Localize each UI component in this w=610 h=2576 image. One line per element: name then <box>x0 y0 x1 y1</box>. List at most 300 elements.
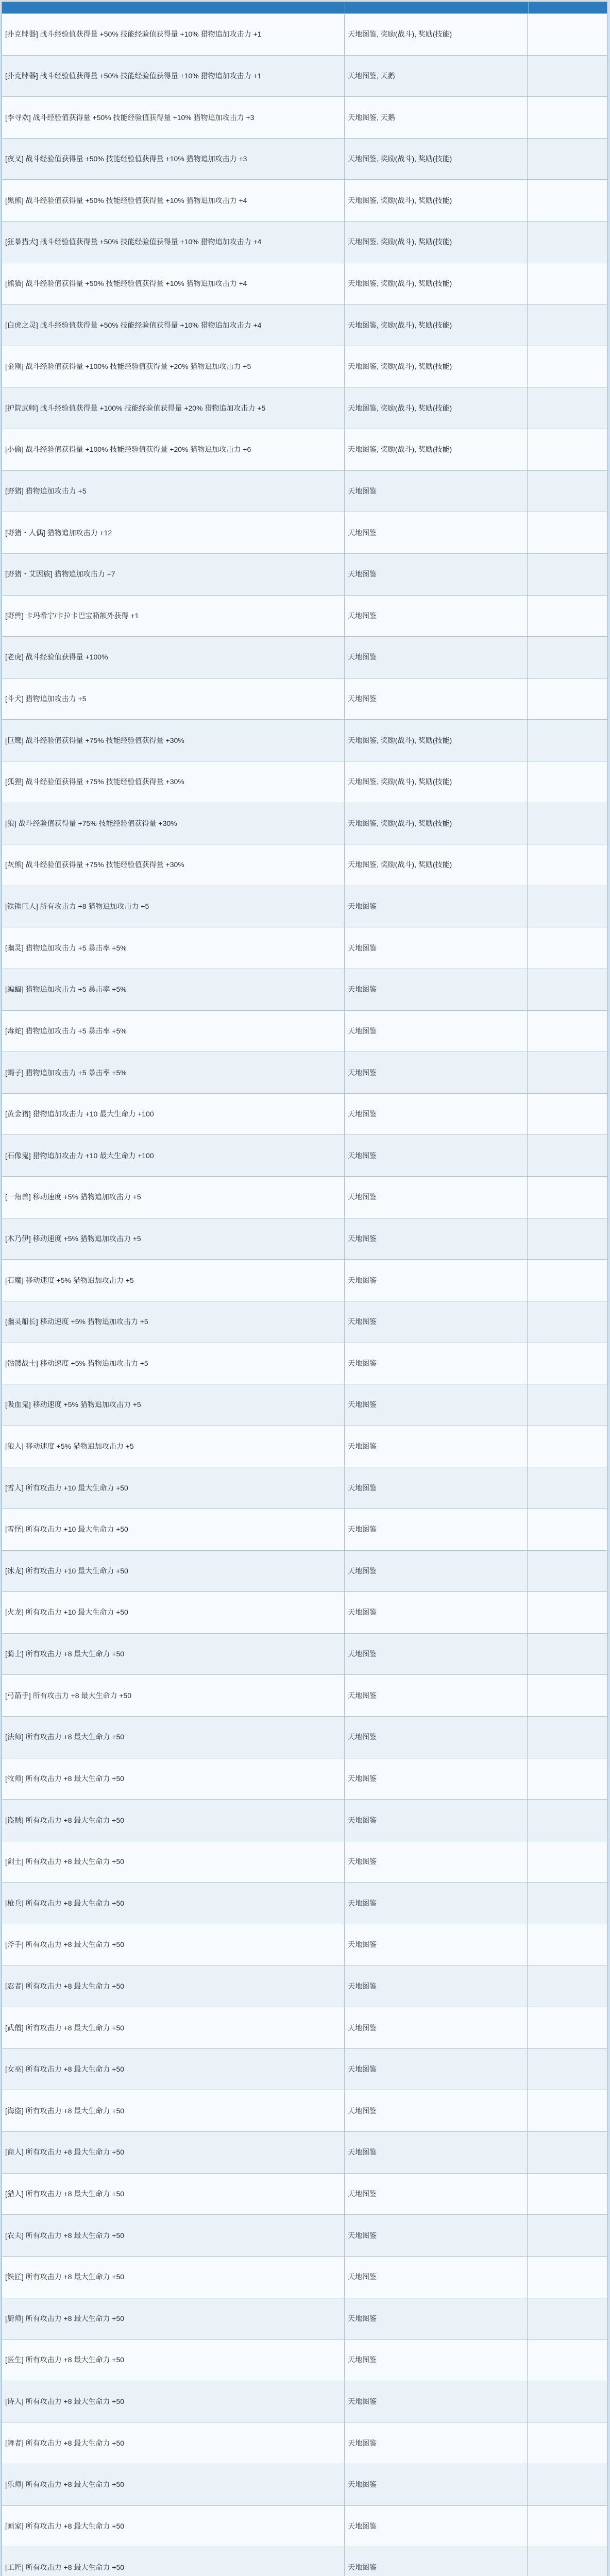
card-effect-text: [石魔] 移动速度 +5% 猎物追加攻击力 +5 <box>5 1276 134 1284</box>
source-cell <box>345 1717 528 1758</box>
table-row <box>2 719 607 761</box>
source-cell <box>345 346 528 387</box>
card-effect-cell <box>2 679 345 720</box>
source-text: 天地图鉴 <box>348 1981 377 1990</box>
extra-cell <box>528 1592 607 1633</box>
extra-cell <box>528 1883 607 1924</box>
source-text: 天地图鉴 <box>348 1276 377 1284</box>
extra-cell <box>528 2381 607 2422</box>
source-cell <box>345 1135 528 1176</box>
source-text: 天地图鉴, 奖励(战斗), 奖励(技能) <box>348 819 452 827</box>
source-cell <box>345 1592 528 1633</box>
card-effect-text: [诗人] 所有攻击力 +8 最大生命力 +50 <box>5 2397 125 2406</box>
table-row <box>2 2339 607 2381</box>
source-cell <box>345 1260 528 1301</box>
source-cell <box>345 2506 528 2547</box>
card-effect-text: [黄金猪] 猎物追加攻击力 +10 最大生命力 +100 <box>5 1110 154 1118</box>
table-row <box>2 1384 607 1426</box>
card-effect-cell <box>2 180 345 221</box>
extra-cell <box>528 1052 607 1093</box>
table-row <box>2 2048 607 2090</box>
card-effect-cell <box>2 1384 345 1426</box>
card-effect-text: [狐狸] 战斗经验值获得量 +75% 技能经验值获得量 +30% <box>5 777 184 786</box>
extra-cell <box>528 554 607 595</box>
card-effect-cell <box>2 429 345 470</box>
card-effect-cell <box>2 2381 345 2422</box>
source-text: 天地图鉴 <box>348 2273 377 2281</box>
card-effect-cell <box>2 2340 345 2381</box>
extra-cell <box>528 2298 607 2340</box>
card-effect-cell <box>2 886 345 927</box>
table-row <box>2 1674 607 1716</box>
card-effect-cell <box>2 97 345 138</box>
card-effect-cell <box>2 1135 345 1176</box>
source-text: 天地图鉴, 天鹅 <box>348 71 395 80</box>
source-text: 天地图鉴 <box>348 985 377 994</box>
table-row <box>2 1716 607 1758</box>
extra-cell <box>528 927 607 969</box>
card-effect-cell <box>2 304 345 346</box>
extra-cell <box>528 2464 607 2505</box>
card-effect-cell <box>2 14 345 55</box>
table-row <box>2 1882 607 1924</box>
card-effect-cell <box>2 1426 345 1467</box>
card-effect-text: [熊猫] 战斗经验值获得量 +50% 技能经验值获得量 +10% 猎物追加攻击力 +4 <box>5 279 247 287</box>
card-effect-cell <box>2 56 345 97</box>
extra-cell <box>528 2215 607 2256</box>
source-text: 天地图鉴 <box>348 1442 377 1451</box>
source-cell <box>345 1841 528 1883</box>
source-text: 天地图鉴 <box>348 1650 377 1658</box>
card-effect-cell <box>2 1883 345 1924</box>
card-effect-cell <box>2 387 345 429</box>
card-effect-cell <box>2 554 345 595</box>
table-row <box>2 1841 607 1883</box>
card-effect-cell <box>2 596 345 637</box>
source-text: 天地图鉴, 奖励(战斗), 奖励(技能) <box>348 736 452 744</box>
extra-cell <box>528 387 607 429</box>
card-effect-text: [骑士] 所有攻击力 +8 最大生命力 +50 <box>5 1650 125 1658</box>
source-cell <box>345 1675 528 1716</box>
table-row <box>2 96 607 138</box>
table-row <box>2 2505 607 2547</box>
card-effect-cell <box>2 2132 345 2173</box>
source-text: 天地图鉴 <box>348 1733 377 1741</box>
card-effect-cell <box>2 1467 345 1509</box>
table-body <box>2 13 607 2576</box>
card-effect-cell <box>2 2422 345 2464</box>
table-row <box>2 1134 607 1176</box>
table-row <box>2 1467 607 1509</box>
extra-cell <box>528 2506 607 2547</box>
table-row <box>2 1218 607 1260</box>
source-text: 天地图鉴 <box>348 943 377 952</box>
table-row <box>2 2464 607 2505</box>
source-text: 天地图鉴 <box>348 1068 377 1077</box>
extra-cell <box>528 512 607 553</box>
source-cell <box>345 2007 528 2048</box>
source-text: 天地图鉴 <box>348 1400 377 1409</box>
source-text: 天地图鉴, 奖励(战斗), 奖励(技能) <box>348 403 452 412</box>
card-effect-cell <box>2 2090 345 2131</box>
card-effect-text: [乐师] 所有攻击力 +8 最大生命力 +50 <box>5 2480 125 2489</box>
card-effect-text: [舞者] 所有攻击力 +8 最大生命力 +50 <box>5 2438 125 2447</box>
table-row <box>2 1259 607 1301</box>
source-text: 天地图鉴 <box>348 2189 377 2198</box>
source-text: 天地图鉴 <box>348 653 377 662</box>
extra-cell <box>528 679 607 720</box>
card-effect-cell <box>2 803 345 844</box>
source-cell <box>345 2090 528 2131</box>
table-row <box>2 304 607 346</box>
source-text: 天地图鉴, 奖励(战斗), 奖励(技能) <box>348 445 452 454</box>
card-effect-cell <box>2 1218 345 1260</box>
table-row <box>2 2298 607 2340</box>
card-effect-cell <box>2 2049 345 2090</box>
card-effect-cell <box>2 1800 345 1841</box>
source-text: 天地图鉴, 奖励(战斗), 奖励(技能) <box>348 30 452 39</box>
extra-cell <box>528 1301 607 1343</box>
card-effect-text: [狼] 战斗经验值获得量 +75% 技能经验值获得量 +30% <box>5 819 177 827</box>
extra-cell <box>528 1467 607 1509</box>
source-text: 天地图鉴 <box>348 611 377 620</box>
source-cell <box>345 429 528 470</box>
source-cell <box>345 596 528 637</box>
card-effect-text: [石像鬼] 猎物追加攻击力 +10 最大生命力 +100 <box>5 1151 154 1160</box>
source-text: 天地图鉴 <box>348 1608 377 1617</box>
card-effect-cell <box>2 512 345 553</box>
card-effect-cell <box>2 2506 345 2547</box>
extra-cell <box>528 1135 607 1176</box>
source-text: 天地图鉴 <box>348 1566 377 1575</box>
table-row <box>2 512 607 553</box>
source-text: 天地图鉴 <box>348 528 377 537</box>
extra-cell <box>528 304 607 346</box>
extra-cell <box>528 1177 607 1218</box>
source-cell <box>345 1177 528 1218</box>
extra-cell <box>528 1260 607 1301</box>
card-effect-cell <box>2 1301 345 1343</box>
table-row <box>2 1633 607 1675</box>
source-cell <box>345 1301 528 1343</box>
extra-cell <box>528 1094 607 1135</box>
table-row <box>2 969 607 1010</box>
source-text: 天地图鉴, 奖励(战斗), 奖励(技能) <box>348 860 452 869</box>
table-row <box>2 346 607 387</box>
card-effect-text: [幽灵船长] 移动速度 +5% 猎物追加攻击力 +5 <box>5 1317 148 1326</box>
card-effect-text: [农夫] 所有攻击力 +8 最大生命力 +50 <box>5 2231 125 2240</box>
card-effect-text: [画家] 所有攻击力 +8 最大生命力 +50 <box>5 2521 125 2530</box>
source-text: 天地图鉴 <box>348 1483 377 1492</box>
source-text: 天地图鉴 <box>348 2438 377 2447</box>
source-cell <box>345 886 528 927</box>
card-effect-cell <box>2 1177 345 1218</box>
source-cell <box>345 1384 528 1426</box>
source-cell <box>345 139 528 180</box>
source-text: 天地图鉴 <box>348 2563 377 2572</box>
source-cell <box>345 1551 528 1592</box>
card-effect-cell <box>2 346 345 387</box>
source-cell <box>345 2422 528 2464</box>
source-text: 天地图鉴 <box>348 1317 377 1326</box>
source-cell <box>345 1011 528 1052</box>
source-text: 天地图鉴, 奖励(战斗), 奖励(技能) <box>348 155 452 163</box>
source-cell <box>345 1966 528 2007</box>
card-effect-cell <box>2 2174 345 2215</box>
source-cell <box>345 761 528 803</box>
card-effect-text: [剑士] 所有攻击力 +8 最大生命力 +50 <box>5 1857 125 1866</box>
card-table <box>2 2 607 2576</box>
table-row <box>2 1799 607 1841</box>
card-effect-cell <box>2 927 345 969</box>
card-effect-text: [幽灵] 猎物追加攻击力 +5 暴击率 +5% <box>5 943 127 952</box>
source-text: 天地图鉴 <box>348 1525 377 1534</box>
source-cell <box>345 2464 528 2505</box>
table-row <box>2 886 607 927</box>
card-effect-cell <box>2 1509 345 1550</box>
table-row <box>2 1550 607 1592</box>
card-effect-cell <box>2 471 345 512</box>
extra-cell <box>528 1384 607 1426</box>
source-text: 天地图鉴 <box>348 1110 377 1118</box>
table-row <box>2 179 607 221</box>
card-effect-text: [老虎] 战斗经验值获得量 +100% <box>5 653 108 662</box>
extra-cell <box>528 14 607 55</box>
source-cell <box>345 1052 528 1093</box>
extra-cell <box>528 969 607 1010</box>
card-effect-text: [野猪・艾因族] 猎物追加攻击力 +7 <box>5 570 115 579</box>
source-cell <box>345 1467 528 1509</box>
source-cell <box>345 1218 528 1260</box>
source-text: 天地图鉴 <box>348 1234 377 1243</box>
table-row <box>2 429 607 470</box>
card-effect-cell <box>2 2547 345 2576</box>
card-effect-cell <box>2 1343 345 1384</box>
extra-cell <box>528 1551 607 1592</box>
card-effect-cell <box>2 761 345 803</box>
source-cell <box>345 471 528 512</box>
table-row <box>2 1343 607 1384</box>
card-effect-text: [铁匠] 所有攻击力 +8 最大生命力 +50 <box>5 2273 125 2281</box>
source-cell <box>345 97 528 138</box>
source-cell <box>345 1758 528 1800</box>
source-cell <box>345 304 528 346</box>
source-text: 天地图鉴 <box>348 487 377 495</box>
extra-cell <box>528 844 607 886</box>
card-effect-text: [铁锤巨人] 所有攻击力 +8 猎物追加攻击力 +5 <box>5 902 149 911</box>
card-effect-text: [巨鹰] 战斗经验值获得量 +75% 技能经验值获得量 +30% <box>5 736 184 744</box>
source-cell <box>345 387 528 429</box>
source-cell <box>345 2298 528 2340</box>
card-effect-cell <box>2 1924 345 1965</box>
source-cell <box>345 2340 528 2381</box>
extra-cell <box>528 429 607 470</box>
source-text: 天地图鉴 <box>348 2148 377 2157</box>
table-row <box>2 13 607 55</box>
card-effect-text: [枪兵] 所有攻击力 +8 最大生命力 +50 <box>5 1899 125 1907</box>
source-text: 天地图鉴 <box>348 2065 377 2074</box>
table-row <box>2 678 607 720</box>
extra-cell <box>528 803 607 844</box>
source-cell <box>345 512 528 553</box>
source-text: 天地图鉴 <box>348 2231 377 2240</box>
table-row <box>2 2173 607 2215</box>
card-effect-cell <box>2 1052 345 1093</box>
card-effect-text: [法师] 所有攻击力 +8 最大生命力 +50 <box>5 1733 125 1741</box>
card-effect-text: [武僧] 所有攻击力 +8 最大生命力 +50 <box>5 2023 125 2032</box>
source-cell <box>345 844 528 886</box>
extra-cell <box>528 471 607 512</box>
extra-cell <box>528 1509 607 1550</box>
extra-cell <box>528 1966 607 2007</box>
extra-cell <box>528 56 607 97</box>
extra-cell <box>528 222 607 263</box>
source-cell <box>345 803 528 844</box>
source-text: 天地图鉴 <box>348 1774 377 1783</box>
table-row <box>2 1010 607 1052</box>
extra-cell <box>528 1924 607 1965</box>
card-effect-cell <box>2 1841 345 1883</box>
extra-cell <box>528 2422 607 2464</box>
card-effect-text: [牧师] 所有攻击力 +8 最大生命力 +50 <box>5 1774 125 1783</box>
source-cell <box>345 1094 528 1135</box>
source-cell <box>345 180 528 221</box>
card-effect-cell <box>2 2215 345 2256</box>
source-text: 天地图鉴 <box>348 2023 377 2032</box>
source-cell <box>345 1426 528 1467</box>
extra-cell <box>528 263 607 304</box>
table-row <box>2 470 607 512</box>
table-row <box>2 1052 607 1093</box>
table-row <box>2 844 607 886</box>
card-effect-cell <box>2 720 345 761</box>
card-effect-text: [骷髅战士] 移动速度 +5% 猎物追加攻击力 +5 <box>5 1359 148 1367</box>
source-cell <box>345 2381 528 2422</box>
source-cell <box>345 969 528 1010</box>
card-effect-text: [斧手] 所有攻击力 +8 最大生命力 +50 <box>5 1940 125 1949</box>
table-row <box>2 1301 607 1343</box>
table-row <box>2 2547 607 2576</box>
extra-cell <box>528 139 607 180</box>
source-cell <box>345 56 528 97</box>
extra-cell <box>528 2090 607 2131</box>
table-row <box>2 2422 607 2464</box>
source-text: 天地图鉴 <box>348 2106 377 2115</box>
source-text: 天地图鉴 <box>348 1151 377 1160</box>
source-text: 天地图鉴, 天鹅 <box>348 113 395 122</box>
table-row <box>2 1758 607 1800</box>
extra-cell <box>528 2007 607 2048</box>
extra-cell <box>528 2547 607 2576</box>
table-header <box>2 2 607 13</box>
table-row <box>2 221 607 263</box>
card-effect-text: [狼人] 移动速度 +5% 猎物追加攻击力 +5 <box>5 1442 134 1451</box>
source-cell <box>345 1634 528 1675</box>
card-effect-cell <box>2 1592 345 1633</box>
source-cell <box>345 2257 528 2298</box>
extra-cell <box>528 180 607 221</box>
card-effect-cell <box>2 2464 345 2505</box>
source-text: 天地图鉴 <box>348 1691 377 1700</box>
card-effect-text: [女巫] 所有攻击力 +8 最大生命力 +50 <box>5 2065 125 2074</box>
card-effect-cell <box>2 637 345 678</box>
table-row <box>2 927 607 969</box>
table-row <box>2 2007 607 2048</box>
card-effect-text: [毒蛇] 猎物追加攻击力 +5 暴击率 +5% <box>5 1026 127 1035</box>
table-row <box>2 2256 607 2298</box>
source-cell <box>345 222 528 263</box>
table-row <box>2 2090 607 2131</box>
card-effect-text: [夜叉] 战斗经验值获得量 +50% 技能经验值获得量 +10% 猎物追加攻击力 +3 <box>5 155 247 163</box>
source-cell <box>345 637 528 678</box>
source-text: 天地图鉴 <box>348 1899 377 1907</box>
extra-cell <box>528 2257 607 2298</box>
card-effect-cell <box>2 1675 345 1716</box>
header-card-effect <box>2 2 345 13</box>
source-cell <box>345 2049 528 2090</box>
card-effect-cell <box>2 2007 345 2048</box>
source-text: 天地图鉴 <box>348 1816 377 1824</box>
source-cell <box>345 554 528 595</box>
source-text: 天地图鉴 <box>348 694 377 703</box>
card-effect-cell <box>2 222 345 263</box>
table-row <box>2 263 607 304</box>
extra-cell <box>528 1634 607 1675</box>
card-effect-text: [猎人] 所有攻击力 +8 最大生命力 +50 <box>5 2189 125 2198</box>
card-effect-text: [扑克牌器] 战斗经验值获得量 +50% 技能经验值获得量 +10% 猎物追加攻击力 +1 <box>5 30 262 39</box>
card-effect-text: [扑克牌器] 战斗经验值获得量 +50% 技能经验值获得量 +10% 猎物追加攻击力 +1 <box>5 71 262 80</box>
source-text: 天地图鉴 <box>348 2521 377 2530</box>
card-effect-cell <box>2 969 345 1010</box>
source-text: 天地图鉴 <box>348 2480 377 2489</box>
table-row <box>2 595 607 637</box>
card-effect-text: [灰熊] 战斗经验值获得量 +75% 技能经验值获得量 +30% <box>5 860 184 869</box>
source-text: 天地图鉴, 奖励(战斗), 奖励(技能) <box>348 320 452 329</box>
card-effect-text: [护院武师] 战斗经验值获得量 +100% 技能经验值获得量 +20% 猎物追加攻击力 +5 <box>5 403 266 412</box>
card-effect-text: [斗犬] 猎物追加攻击力 +5 <box>5 694 87 703</box>
extra-cell <box>528 97 607 138</box>
table-row <box>2 2214 607 2256</box>
card-effect-text: [狂暴猎犬] 战斗经验值获得量 +50% 技能经验值获得量 +10% 猎物追加攻击力 +4 <box>5 238 262 246</box>
card-effect-text: [商人] 所有攻击力 +8 最大生命力 +50 <box>5 2148 125 2157</box>
source-cell <box>345 2547 528 2576</box>
source-cell <box>345 720 528 761</box>
table-row <box>2 55 607 97</box>
card-effect-cell <box>2 1551 345 1592</box>
card-effect-cell <box>2 1966 345 2007</box>
card-effect-cell <box>2 1094 345 1135</box>
card-effect-text: [雪怪] 所有攻击力 +10 最大生命力 +50 <box>5 1525 128 1534</box>
source-cell <box>345 14 528 55</box>
card-effect-text: [野兽] 卡玛希宁/卡拉卡巴宝箱额外获得 +1 <box>5 611 139 620</box>
source-cell <box>345 263 528 304</box>
source-cell <box>345 1343 528 1384</box>
source-cell <box>345 1924 528 1965</box>
card-effect-cell <box>2 139 345 180</box>
table-row <box>2 2131 607 2173</box>
card-effect-text: [厨师] 所有攻击力 +8 最大生命力 +50 <box>5 2314 125 2323</box>
extra-cell <box>528 1218 607 1260</box>
table-row <box>2 761 607 803</box>
extra-cell <box>528 346 607 387</box>
source-cell <box>345 679 528 720</box>
table-row <box>2 553 607 595</box>
card-effect-text: [野猪・人偶] 猎物追加攻击力 +12 <box>5 528 112 537</box>
table-row <box>2 2381 607 2422</box>
card-effect-text: [海盗] 所有攻击力 +8 最大生命力 +50 <box>5 2106 125 2115</box>
card-effect-text: [一角兽] 移动速度 +5% 猎物追加攻击力 +5 <box>5 1193 141 1201</box>
source-cell <box>345 2174 528 2215</box>
